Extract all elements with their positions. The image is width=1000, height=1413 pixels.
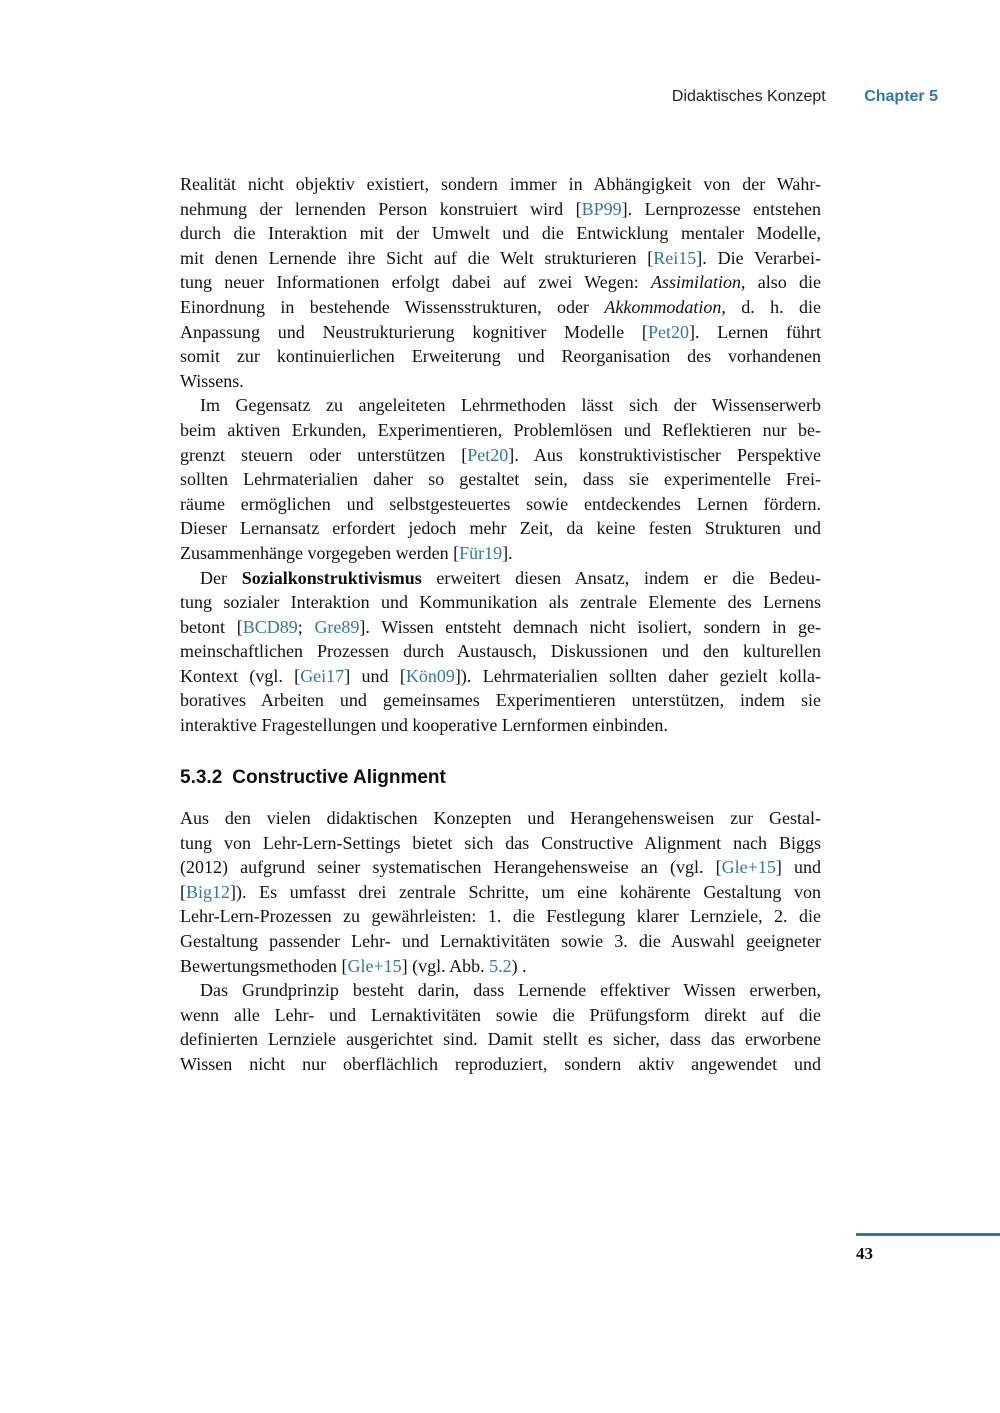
text-line: Der Sozialkonstruktivismus erweitert diesen Ansatz, indem er die Bedeu- [200, 567, 821, 588]
text-line: durch die Interaktion mit der Umwelt und die Entwicklung mentaler Modelle, [180, 223, 821, 244]
citation-link[interactable]: Kön09 [405, 665, 455, 686]
footer-rule [856, 1233, 1000, 1236]
text-line: Im Gegensatz zu angeleiteten Lehrmethoden lässt sich der Wissenserwerb [200, 395, 821, 416]
text-line: räume ermöglichen und selbstgesteuertes sowie entdeckendes Lernen fördern. [180, 493, 821, 514]
running-header [672, 88, 938, 106]
text-line: Lehr-Lern-Prozessen zu gewährleisten: 1. die Festlegung klarer Lernziele, 2. die [180, 906, 821, 927]
text-line: meinschaftlichen Prozessen durch Austausch, Diskussionen und den kulturellen [180, 641, 821, 662]
citation-link[interactable]: BP99 [581, 198, 622, 219]
text-line: Aus den vielen didaktischen Konzepten und Herangehensweisen zur Gestal- [180, 808, 821, 828]
text-line: interaktive Fragestellungen und kooperative Lernformen einbinden. [180, 715, 668, 736]
section-title: Constructive Alignment [232, 767, 446, 788]
text-line: nehmung der lernenden Person konstruiert wird [BP99]. Lernprozesse entstehen [180, 198, 821, 219]
citation-link[interactable]: Pet20 [467, 444, 509, 465]
text-line: betont [BCD89; Gre89]. Wissen entsteht demnach nicht isoliert, sondern in ge- [180, 616, 821, 637]
section-number: 5.3.2 [180, 767, 223, 788]
text-line: Zusammenhänge vorgegeben werden [Für19]. [180, 542, 513, 563]
text-line: definierten Lernziele ausgerichtet sind. Damit stellt es sicher, dass das erworbene [180, 1029, 821, 1050]
header-chapter-label: Chapter 5 [864, 88, 938, 105]
text-line: beim aktiven Erkunden, Experimentieren, Problemlösen und Reflektieren nur be- [180, 419, 821, 440]
text-line: (2012) aufgrund seiner systematischen Herangehensweise an (vgl. [Gle+15] und [180, 857, 821, 878]
text-line: Das Grundprinzip besteht darin, dass Lernende effektiver Wissen erwerben, [200, 980, 821, 1001]
text-line: boratives Arbeiten und gemeinsames Experimentieren unterstützen, indem sie [180, 690, 821, 711]
body-text-block-1 [180, 172, 821, 738]
text-line: wenn alle Lehr- und Lernaktivitäten sowie die Prüfungsform direkt auf die [180, 1004, 821, 1025]
text-line: [Big12]). Es umfasst drei zentrale Schritte, um eine kohärente Gestaltung von [180, 881, 821, 902]
text-line: Gestaltung passender Lehr- und Lernaktivitäten sowie 3. die Auswahl geeigneter [180, 930, 821, 951]
citation-link[interactable]: Gle+15 [721, 857, 776, 878]
header-section-name: Didaktisches Konzept [671, 88, 826, 105]
text-line: Wissens. [180, 370, 244, 391]
citation-link[interactable]: Gle+15 [347, 955, 402, 976]
figure-link[interactable]: 5.2 [489, 955, 512, 976]
text-line: Dieser Lernansatz erfordert jedoch mehr Zeit, da keine festen Strukturen und [180, 518, 821, 539]
page-number: 43 [856, 1244, 873, 1263]
citation-link[interactable]: Gei17 [300, 665, 345, 686]
text-line: tung neuer Informationen erfolgt dabei auf zwei Wegen: Assimilation, also die [180, 272, 821, 293]
text-line: Wissen nicht nur oberflächlich reproduziert, sondern aktiv angewendet und [180, 1053, 821, 1074]
text-line: Realität nicht objektiv existiert, sondern immer in Abhängigkeit von der Wahr- [180, 174, 821, 194]
text-line: Anpassung und Neustrukturierung kognitiver Modelle [Pet20]. Lernen führt [180, 321, 822, 342]
citation-link[interactable]: Für19 [459, 542, 503, 563]
citation-link[interactable]: BCD89 [242, 616, 298, 637]
text-line: somit zur kontinuierlichen Erweiterung und Reorganisation des vorhandenen [180, 346, 821, 367]
text-line: tung von Lehr-Lern-Settings bietet sich das Constructive Alignment nach Biggs [180, 832, 821, 853]
section-heading [180, 767, 446, 789]
text-line: mit denen Lernende ihre Sicht auf die Welt strukturieren [Rei15]. Die Verarbei- [180, 247, 821, 268]
text-line: tung sozialer Interaktion und Kommunikation als zentrale Elemente des Lernens [180, 592, 821, 613]
citation-link[interactable]: Rei15 [653, 247, 697, 268]
text-line: Kontext (vgl. [Gei17] und [Kön09]). Lehrmaterialien sollten daher gezielt kolla- [180, 665, 821, 686]
citation-link[interactable]: Pet20 [647, 321, 689, 342]
text-line: grenzt steuern oder unterstützen [Pet20]. Aus konstruktivistischer Perspektive [180, 444, 821, 465]
text-line: Einordnung in bestehende Wissensstrukturen, oder Akkommodation, d. h. die [180, 296, 821, 317]
citation-link[interactable]: Gre89 [314, 616, 360, 637]
body-text-block-2 [180, 806, 821, 1077]
citation-link[interactable]: Big12 [186, 881, 231, 902]
text-line: sollten Lehrmaterialien daher so gestaltet sein, dass sie experimentelle Frei- [180, 469, 821, 490]
text-line: Bewertungsmethoden [Gle+15] (vgl. Abb. 5.2) . [180, 955, 527, 976]
